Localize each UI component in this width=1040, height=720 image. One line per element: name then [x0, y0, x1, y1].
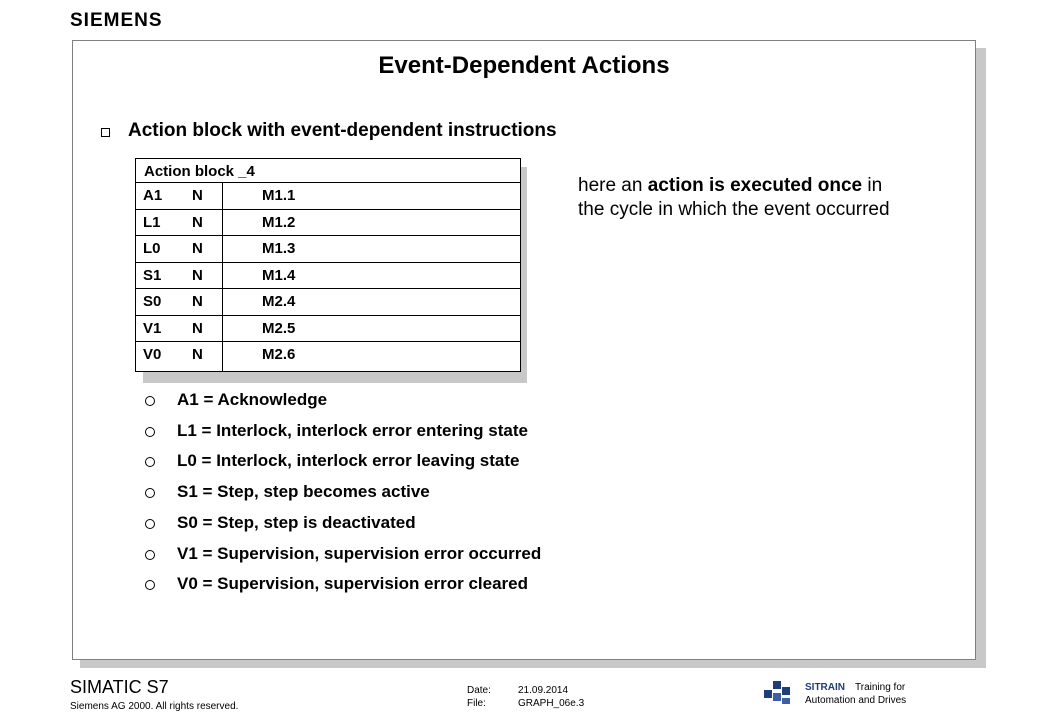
circle-bullet-icon — [145, 427, 155, 437]
action-qualifier: L1 — [143, 213, 161, 231]
footer-file-label: File: — [467, 698, 486, 709]
action-type: N — [192, 346, 203, 363]
legend-text: V1 = Supervision, supervision error occurred — [177, 543, 542, 563]
action-qualifier: S1 — [143, 266, 162, 284]
action-operand: M2.5 — [262, 319, 296, 337]
action-type: N — [192, 187, 203, 204]
note-text-1: here an — [578, 175, 648, 196]
legend-text: L0 = Interlock, interlock error leaving state — [177, 451, 520, 471]
action-block-table — [135, 158, 521, 372]
explanation-note — [578, 174, 908, 222]
footer-date-value: 21.09.2014 — [518, 685, 569, 696]
action-type: N — [192, 266, 203, 284]
legend-text: V0 = Supervision, supervision error cleared — [177, 574, 529, 594]
note-text-bold: action is executed once — [647, 175, 863, 196]
sitrain-logo-icon — [762, 676, 792, 706]
circle-bullet-icon — [145, 550, 155, 560]
legend-text: L1 = Interlock, interlock error entering state — [177, 420, 528, 440]
action-type: N — [192, 213, 203, 231]
action-block-row — [136, 235, 520, 261]
footer-copyright: Siemens AG 2000. All rights reserved. — [70, 701, 239, 712]
square-bullet-icon — [101, 128, 110, 137]
slide-title: Event-Dependent Actions — [378, 52, 670, 79]
action-qualifier: L0 — [143, 240, 161, 257]
sitrain-tagline-1: Training for — [855, 682, 906, 693]
action-block-header: Action block _4 — [144, 163, 255, 180]
sitrain-tagline-2: Automation and Drives — [805, 695, 907, 706]
action-operand: M1.4 — [262, 266, 296, 284]
siemens-logo: SIEMENS — [70, 10, 163, 31]
legend-text: S1 = Step, step becomes active — [177, 482, 430, 502]
circle-bullet-icon — [145, 519, 155, 529]
action-type: N — [192, 240, 203, 257]
action-operand: M1.1 — [262, 187, 296, 204]
action-block-row — [136, 315, 520, 341]
action-operand: M1.2 — [262, 213, 296, 231]
circle-bullet-icon — [145, 396, 155, 406]
action-operand: M1.3 — [262, 240, 296, 257]
legend-text: A1 = Acknowledge — [177, 390, 328, 409]
action-qualifier: V1 — [143, 319, 162, 337]
action-operand: M2.6 — [262, 346, 296, 363]
action-block-row — [136, 288, 520, 314]
action-block-row — [136, 209, 520, 235]
footer-product: SIMATIC S7 — [70, 677, 169, 697]
action-operand: M2.4 — [262, 293, 296, 310]
footer-file-value: GRAPH_06e.3 — [518, 698, 585, 709]
action-type: N — [192, 293, 203, 310]
action-qualifier: S0 — [143, 293, 162, 310]
action-qualifier: V0 — [143, 346, 162, 363]
action-block-row — [136, 262, 520, 288]
action-qualifier: A1 — [143, 187, 163, 204]
action-type: N — [192, 319, 203, 337]
action-block-row — [136, 182, 520, 208]
action-block-row — [136, 341, 520, 367]
note-text-2: in the cycle in which the event occurred — [578, 175, 890, 220]
legend-text: S0 = Step, step is deactivated — [177, 512, 416, 532]
footer-date-label: Date: — [467, 685, 491, 696]
slide-subtitle: Action block with event-dependent instructions — [128, 120, 557, 141]
sitrain-brand: SITRAIN — [805, 682, 845, 693]
